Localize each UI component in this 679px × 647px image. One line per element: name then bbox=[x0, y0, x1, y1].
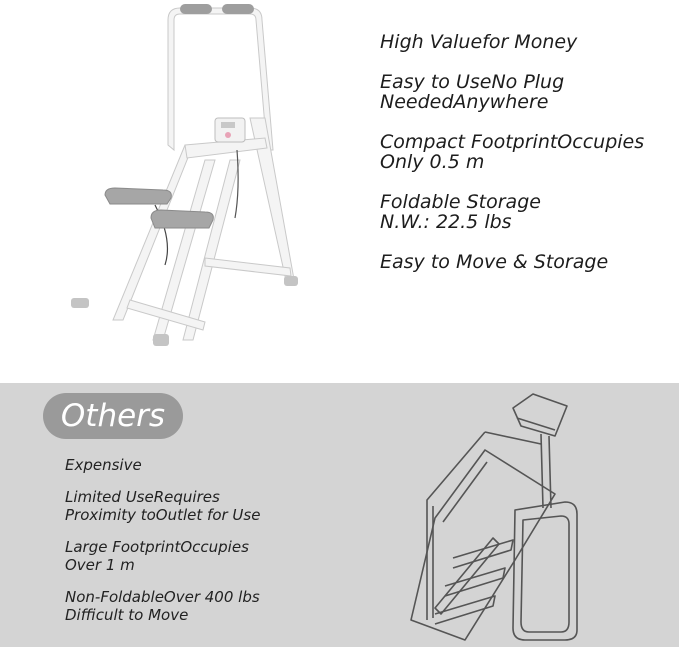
product-benefits-list bbox=[380, 32, 675, 292]
stair-climber-image bbox=[405, 390, 595, 645]
drawback-item: Limited UseRequires Proximity toOutlet for Use bbox=[65, 488, 261, 524]
benefit-item: Compact FootprintOccupies Only 0.5 m bbox=[380, 131, 645, 173]
benefit-item: Foldable Storage N.W.: 22.5 lbs bbox=[380, 191, 541, 233]
drawback-item: Non-FoldableOver 400 lbs Difficult to Move bbox=[65, 588, 260, 624]
benefit-item: Easy to Move & Storage bbox=[380, 251, 609, 273]
folding-stepper-image bbox=[55, 0, 315, 360]
benefit-item: Easy to UseNo Plug NeededAnywhere bbox=[380, 71, 565, 113]
others-badge: Others bbox=[43, 393, 183, 439]
benefit-item: High Valuefor Money bbox=[380, 31, 578, 53]
drawback-item: Expensive bbox=[65, 456, 142, 474]
drawback-item: Large FootprintOccupies Over 1 m bbox=[65, 538, 249, 574]
others-drawbacks-list bbox=[65, 456, 365, 638]
